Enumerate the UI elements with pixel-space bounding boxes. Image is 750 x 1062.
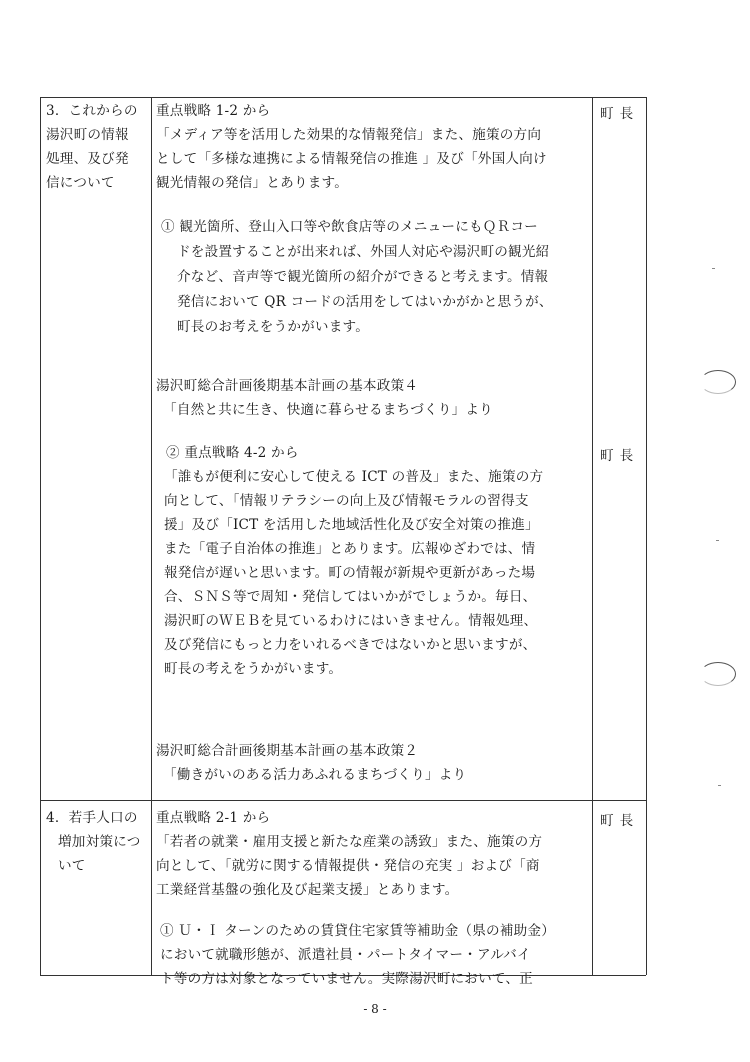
- topic-line: 湯沢町の情報: [46, 127, 129, 143]
- text-line: 湯沢町総合計画後期基本計画の基本政策４: [156, 378, 419, 394]
- topic-line: 処理、及び発: [46, 151, 129, 167]
- punch-hole-mark: [700, 370, 736, 394]
- topic-line: いて: [58, 858, 86, 874]
- text-line: において就職形態が、派遣社員・パートタイマー・アルバイ: [160, 947, 531, 963]
- text-line: また「電子自治体の推進」とあります。広報ゆざわでは、情: [164, 541, 536, 557]
- text-line: 「メディア等を活用した効果的な情報発信」また、施策の方向: [156, 127, 542, 143]
- responder-label: 町長: [600, 106, 640, 122]
- text-line: 向として、「情報リテラシーの向上及び情報モラルの習得支: [164, 493, 529, 509]
- scan-speck: [712, 268, 715, 269]
- scan-speck: [718, 785, 721, 786]
- text-line: 重点戦略 1-2 から: [156, 103, 271, 119]
- column-divider-topic: [151, 97, 152, 975]
- text-line: 合、ＳＮＳ等で周知・発信してはいかがでしょうか。毎日、: [164, 589, 537, 605]
- text-line: 「誰もが便利に安心して使える ICT の普及」また、施策の方: [164, 469, 544, 485]
- text-line: 「働きがいのある活力あふれるまちづくり」より: [163, 767, 467, 783]
- text-line: 援」及び「ICT を活用した地域活性化及び安全対策の推進」: [164, 517, 539, 533]
- text-line: 観光情報の発信」とあります。: [156, 175, 349, 191]
- text-line: ① 観光箇所、登山入口等や飲食店等のメニューにもＱＲコー: [161, 219, 538, 235]
- text-line: ① Ｕ・Ｉ ターンのための賃貸住宅家賃等補助金（県の補助金）: [160, 923, 555, 939]
- text-line: 及び発信にもっと力をいれるべきではないかと思いますが、: [164, 637, 537, 653]
- text-line: 町長の考えをうかがいます。: [164, 661, 343, 677]
- page-number: - 8 -: [363, 1002, 387, 1016]
- text-line: 発信において QR コードの活用をしてはいかがかと思うが、: [177, 294, 553, 310]
- text-line: 湯沢町総合計画後期基本計画の基本政策２: [156, 743, 419, 759]
- text-line: 重点戦略 2-1 から: [156, 810, 271, 826]
- responder-label: 町長: [600, 448, 640, 464]
- table-right-border: [646, 97, 647, 975]
- text-line: 報発信が遅いと思います。町の情報が新規や更新があった場: [164, 565, 536, 581]
- text-line: ト等の方は対象となっていません。実際湯沢町において、正: [160, 971, 533, 987]
- text-line: 「若者の就業・雇用支援と新たな産業の誘致」また、施策の方: [156, 834, 543, 850]
- text-line: ② 重点戦略 4-2 から: [166, 445, 299, 461]
- text-line: として「多様な連携による情報発信の推進 」及び「外国人向け: [156, 151, 547, 167]
- table-top-border: [40, 97, 646, 98]
- row-divider: [40, 800, 646, 801]
- text-line: 工業経営基盤の強化及び起業支援」とあります。: [156, 882, 459, 898]
- topic-line: 増加対策につ: [58, 834, 141, 850]
- text-line: 「自然と共に生き、快適に暮らせるまちづくり」より: [163, 402, 493, 418]
- topic-line: 3．これからの: [46, 103, 138, 119]
- scan-speck: [716, 540, 719, 541]
- table-left-border: [40, 97, 41, 975]
- text-line: 湯沢町のＷＥＢを見ているわけにはいきません。情報処理、: [164, 613, 538, 629]
- topic-line: 信について: [46, 175, 115, 191]
- punch-hole-mark: [700, 662, 736, 686]
- text-line: 介など、音声等で観光箇所の紹介ができると考えます。情報: [177, 269, 549, 285]
- text-line: 町長のお考えをうかがいます。: [177, 319, 370, 335]
- responder-label: 町長: [600, 813, 640, 829]
- text-line: ドを設置することが出来れば、外国人対応や湯沢町の観光紹: [177, 244, 550, 260]
- text-line: 向として、「就労に関する情報提供・発信の充実 」および「商: [156, 858, 540, 874]
- column-divider-responder: [592, 97, 593, 975]
- topic-line: 4．若手人口の: [46, 810, 138, 826]
